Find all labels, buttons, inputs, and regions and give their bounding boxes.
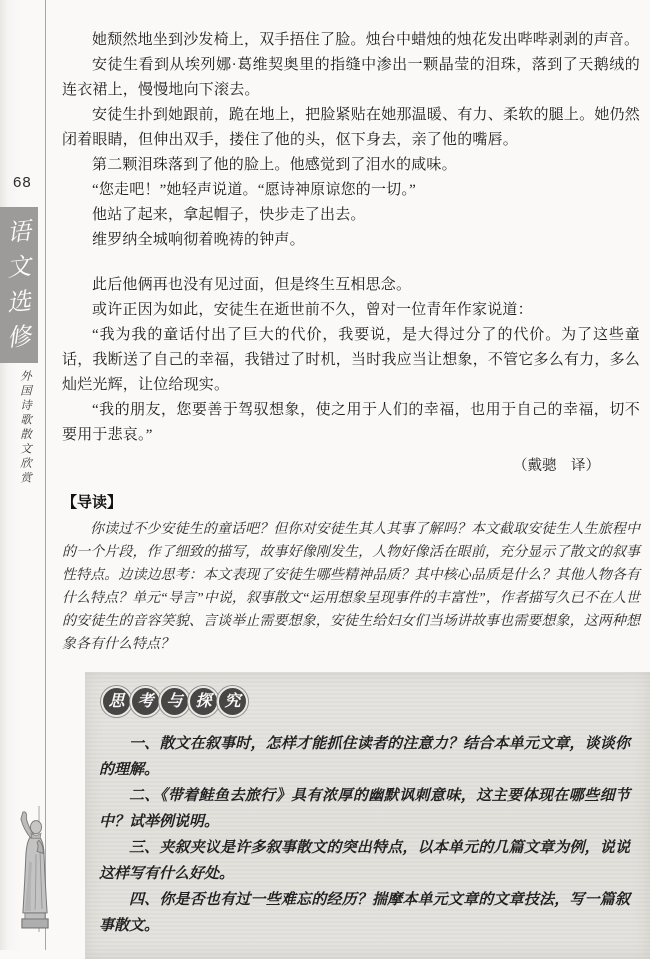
paragraph: 此后他俩再也没有见过面，但是终生互相思念。 [92,277,412,293]
translator-credit: （戴骢 译） [513,458,600,474]
paragraph: “我为我的童话付出了巨大的代价，我要说，是大得过分了的代价。为了这些童话，我断送了自己的幸福，我错过了时机，当时我应当让想象，不管它多么有力，多么灿烂光辉，让位给现实。 [62,327,640,393]
heading-character-badge: 究 [217,686,248,717]
classical-statue-illustration [8,806,62,932]
paragraph: “我的朋友，您要善于驾驭想象，使之用于人们的幸福，也用于自己的幸福，切不要用于悲哀。” [62,402,640,443]
paragraph: 维罗纳全城响彻着晚祷的钟声。 [92,232,305,248]
exercise-question: 三、夹叙夹议是许多叙事散文的突出特点，以本单元的几篇文章为例，说说这样写有什么好处。 [99,840,630,882]
series-title-char: 修 [5,323,33,352]
heading-character-badge: 探 [188,686,219,717]
series-title-char: 文 [5,253,33,282]
paragraph: 安徒生看到从埃列娜·葛维契奥里的指缝中渗出一颗晶莹的泪珠，落到了天鹅绒的连衣裙上，慢慢地向下滚去。 [62,57,640,98]
paragraph: 她颓然地坐到沙发椅上，双手捂住了脸。烛台中蜡烛的烛花发出哔哔剥剥的声音。 [92,32,640,48]
paragraph: 安徒生扑到她跟前，跪在地上，把脸紧贴在她那温暖、有力、柔软的腿上。她仍然闭着眼睛，但伸出双手，搂住了他的头，伛下身去，亲了他的嘴唇。 [62,107,640,148]
main-text-column [62,28,640,959]
think-explore-heading [101,686,630,717]
exercise-question: 四、你是否也有过一些难忘的经历？揣摩本单元文章的文章技法，写一篇叙事散文。 [99,892,630,934]
exercise-questions [99,731,630,939]
page-number: 68 [13,174,32,191]
paragraph: 或许正因为如此，安徒生在逝世前不久，曾对一位青年作家说道： [92,302,533,318]
paragraph: “您走吧！”她轻声说道。“愿诗神原谅您的一切。” [92,182,416,198]
paragraph: 第二颗泪珠落到了他的脸上。他感觉到了泪水的咸味。 [92,157,457,173]
reflection-paragraphs [62,273,640,448]
exercise-question: 一、散文在叙事时，怎样才能抓住读者的注意力？结合本单元文章，谈谈你的理解。 [99,736,630,778]
heading-character-badge: 与 [159,686,190,717]
series-title-char: 语 [5,218,33,247]
reading-guide-label: 【导读】 [62,495,123,511]
heading-character-badge: 思 [101,686,132,717]
paragraph: 他站了起来，拿起帽子，快步走了出去。 [92,207,366,223]
book-subtitle: 外国诗歌散文欣赏 [19,370,31,486]
reading-guide-text: 你读过不少安徒生的童话吧？但你对安徒生其人其事了解吗？本文截取安徒生人生旅程中的一个片段，作了细致的描写，故事好像刚发生，人物好像活在眼前，充分显示了散文的叙事性特点。边读边思考：本文表现了安徒生哪些精神品质？其中核心品质是什么？其他人物各有什么特点？单元“导言”中说，叙事散文“运用想象呈现事件的丰富性”，作者描写久已不在人世的安徒生的音容笑貌、言谈举止需要想象，安徒生给妇女们当场讲故事也需要想象，这两种想象各有什么特点？ [62,522,640,652]
series-title-char: 选 [5,288,33,317]
exercise-question: 二、《带着鲑鱼去旅行》具有浓厚的幽默讽刺意味，这主要体现在哪些细节中？试举例说明。 [99,788,630,830]
think-explore-box [85,672,650,959]
narrative-paragraphs [62,28,640,253]
reading-guide-section [62,491,640,656]
series-title-block [0,207,38,363]
heading-character-badge: 考 [130,686,161,717]
